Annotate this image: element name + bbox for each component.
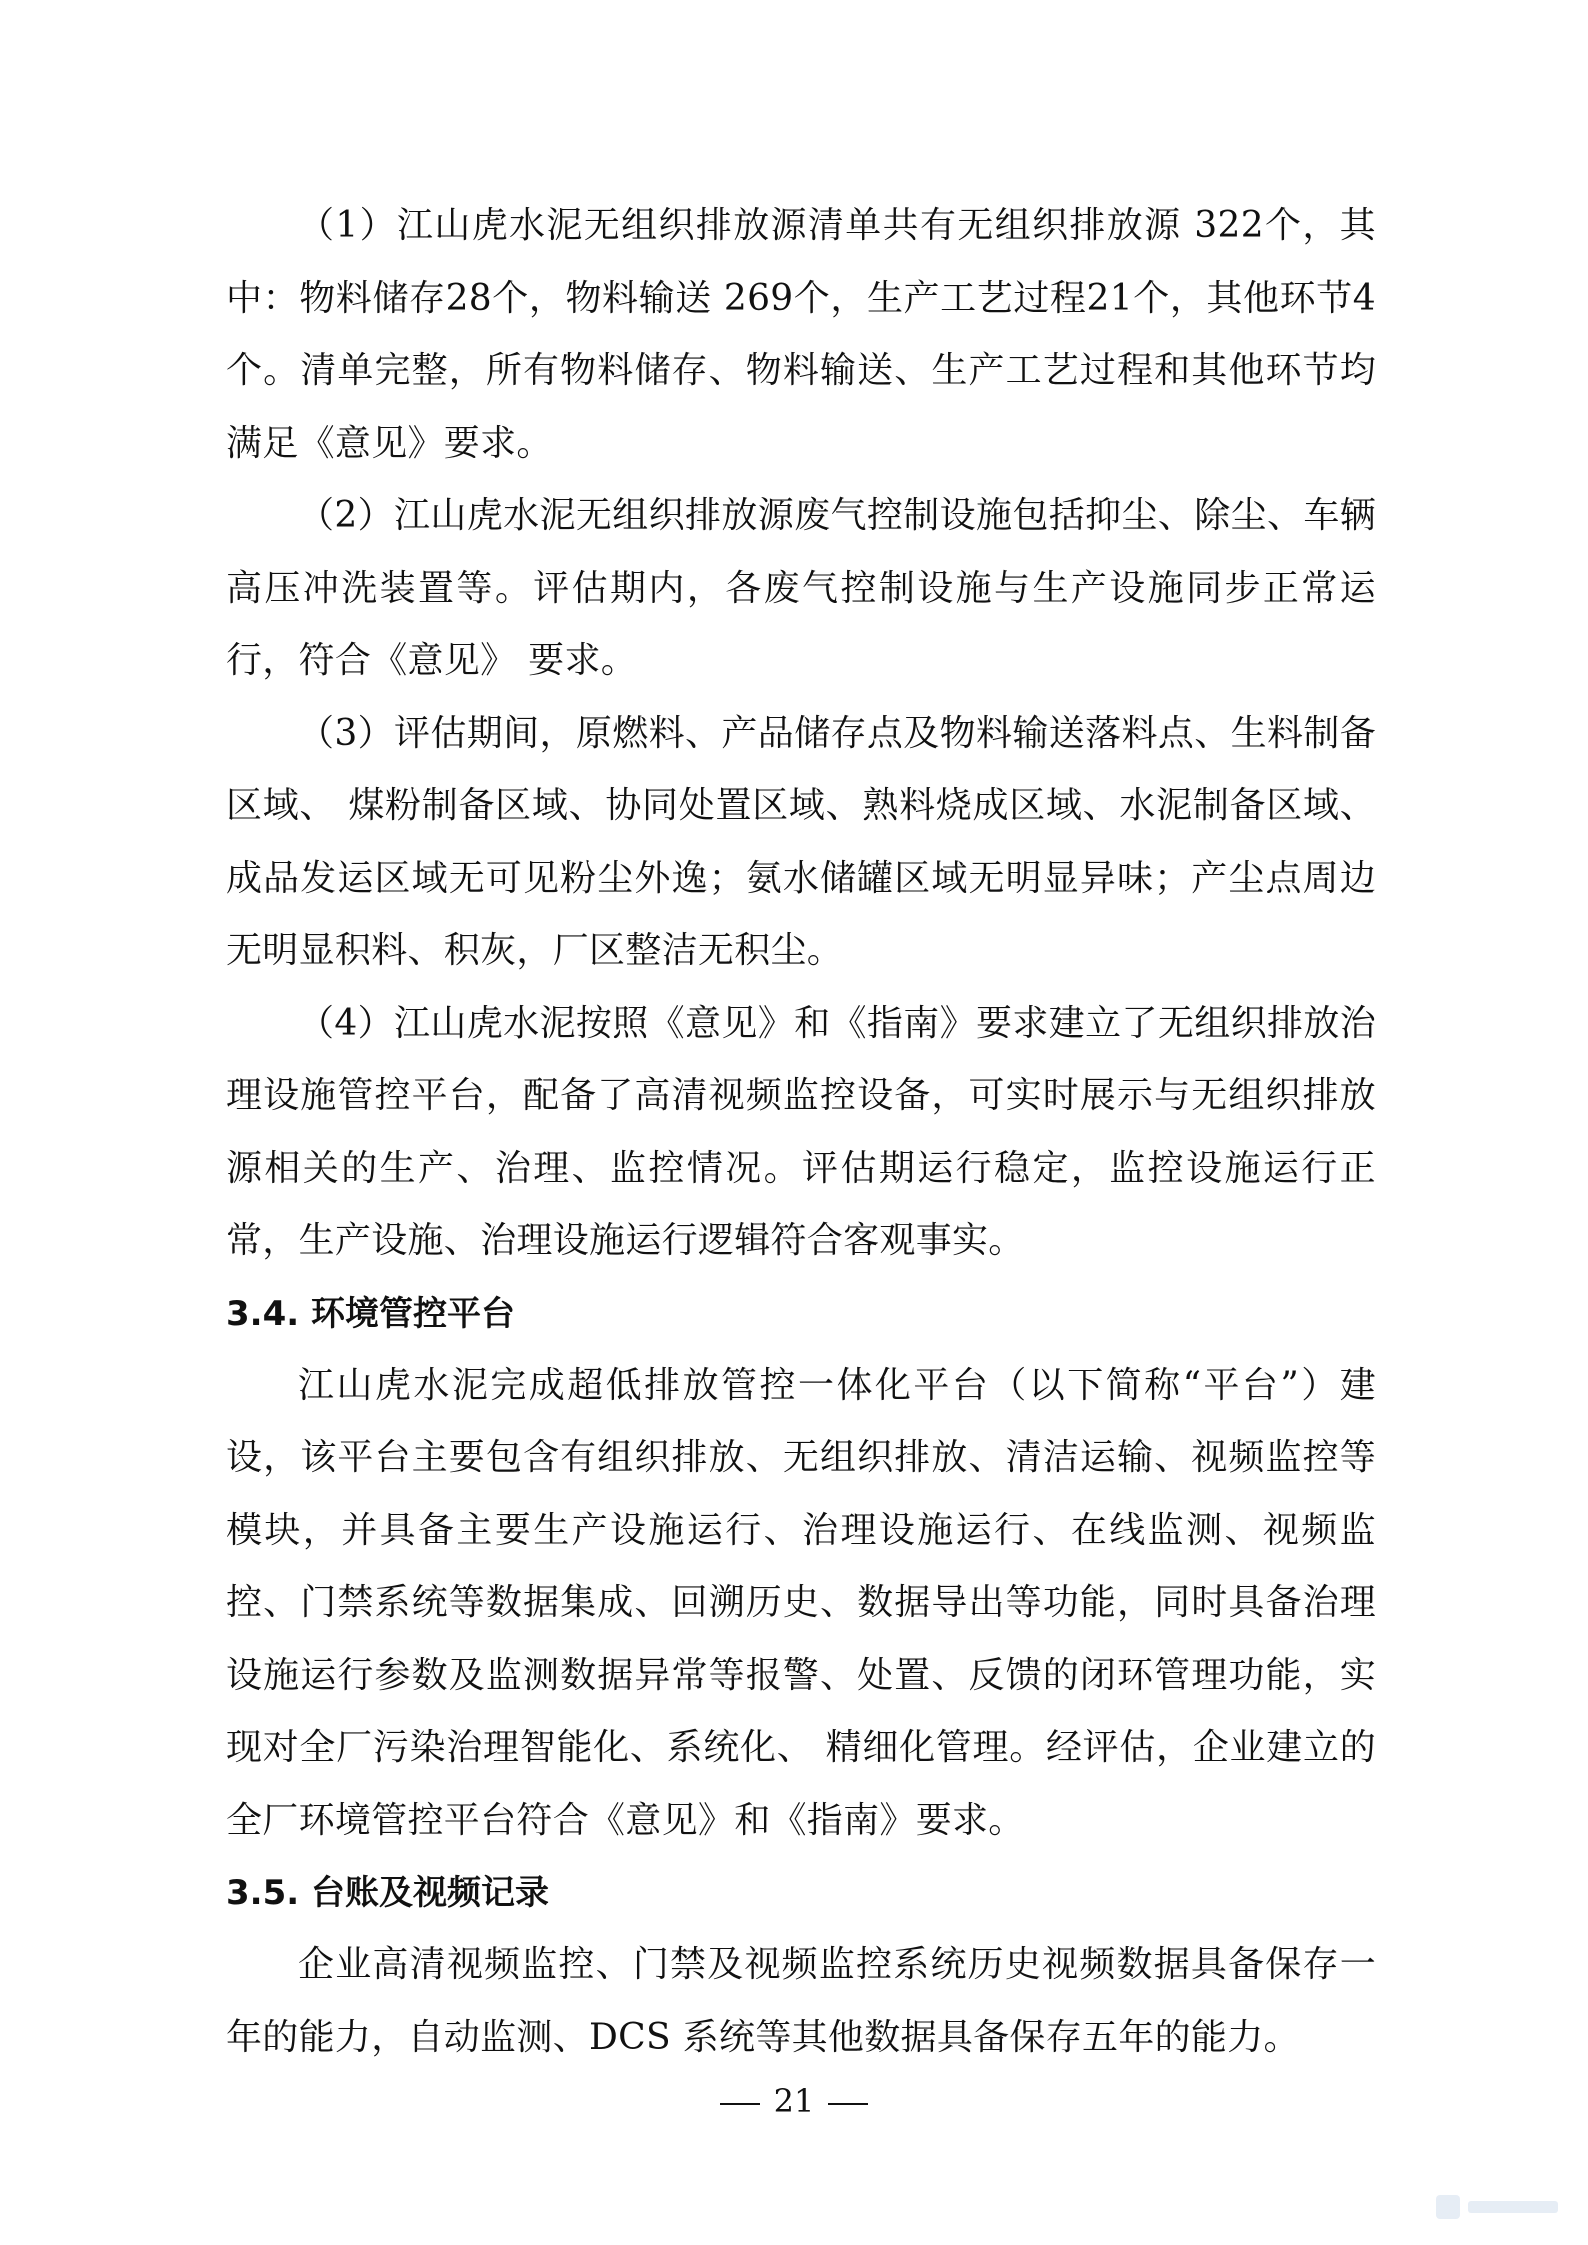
left-dash — [720, 2103, 760, 2105]
document-page — [226, 190, 1376, 2074]
paragraph-2: （2）江山虎水泥无组织排放源废气控制设施包括抑尘、除尘、车辆高压冲洗装置等。评估期内，各废气控制设施与生产设施同步正常运行，符合《意见》 要求。 — [226, 495, 1376, 681]
section-heading-3-4: 3.4. 环境管控平台 — [226, 1293, 515, 1334]
page-footer — [0, 2081, 1588, 2121]
paragraph-1: （1）江山虎水泥无组织排放源清单共有无组织排放源 322个，其中：物料储存28个，物料输送 269个，生产工艺过程21个，其他环节4个。清单完整，所有物料储存、物料输送、生产工艺过程和其他环节均满足《意见》要求。 — [226, 205, 1376, 464]
right-dash — [828, 2103, 868, 2105]
page-number: 21 — [773, 2082, 815, 2120]
paragraph-3: （3）评估期间，原燃料、产品储存点及物料输送落料点、生料制备区域、 煤粉制备区域、协同处置区域、熟料烧成区域、水泥制备区域、成品发运区域无可见粉尘外逸；氨水储罐区域无明显异味；产尘点周边无明显积料、积灰，厂区整洁无积尘。 — [226, 712, 1376, 971]
section-heading-3-5: 3.5. 台账及视频记录 — [226, 1873, 549, 1913]
paragraph-4: （4）江山虎水泥按照《意见》和《指南》要求建立了无组织排放治理设施管控平台，配备了高清视频监控设备，可实时展示与无组织排放源相关的生产、治理、监控情况。评估期运行稳定，监控设施运行正常，生产设施、治理设施运行逻辑符合客观事实。 — [226, 1002, 1376, 1261]
section-3-4-paragraph: 江山虎水泥完成超低排放管控一体化平台（以下简称“平台”）建设，该平台主要包含有组织排放、无组织排放、清洁运输、视频监控等模块，并具备主要生产设施运行、治理设施运行、在线监测、视频监控、门禁系统等数据集成、回溯历史、数据导出等功能，同时具备治理设施运行参数及监测数据异常等报警、处置、反馈的闭环管理功能，实现对全厂污染治理智能化、系统化、 精细化管理。经评估，企业建立的全厂环境管控平台符合《意见》和《指南》要求。 — [226, 1364, 1376, 1841]
watermark-logo — [1434, 2187, 1564, 2227]
section-3-5-paragraph: 企业高清视频监控、门禁及视频监控系统历史视频数据具备保存一年的能力，自动监测、DCS 系统等其他数据具备保存五年的能力。 — [226, 1944, 1376, 2058]
